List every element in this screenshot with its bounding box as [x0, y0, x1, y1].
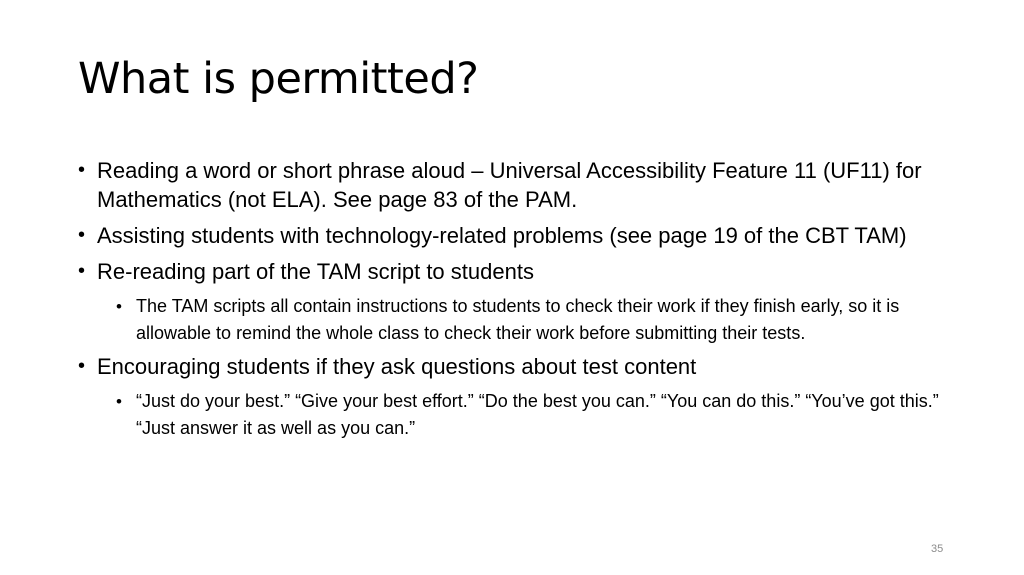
- bullet-text: Assisting students with technology-related problems (see page 19 of the CBT TAM): [97, 223, 907, 248]
- sub-bullet-item: [116, 388, 958, 442]
- bullet-item: [78, 221, 958, 250]
- sub-bullet-text: The TAM scripts all contain instructions to students to check their work if they finish early, so it is allowable to remind the whole class to check their work before submitting their tests.: [136, 296, 900, 343]
- bullet-dot-icon: •: [78, 260, 86, 282]
- bullet-text: Encouraging students if they ask questions about test content: [97, 354, 697, 379]
- bullet-item: [78, 156, 958, 214]
- bullet-dot-icon: •: [78, 224, 86, 246]
- bullet-item: [78, 257, 958, 286]
- bullet-dot-icon: •: [78, 355, 86, 377]
- bullet-item: [78, 352, 958, 381]
- bullet-dot-icon: •: [116, 392, 122, 411]
- page-number: 35: [931, 543, 944, 555]
- bullet-list: [78, 156, 958, 447]
- sub-bullet-item: [116, 293, 958, 347]
- sub-bullet-text: “Just do your best.” “Give your best effort.” “Do the best you can.” “You can do this.” “You’ve got this.” “Just answer it as well as you can.”: [136, 391, 939, 438]
- bullet-text: Reading a word or short phrase aloud – Universal Accessibility Feature 11 (UF11) for Mathematics (not ELA). See page 83 of the PAM.: [97, 158, 922, 212]
- bullet-dot-icon: •: [78, 159, 86, 181]
- bullet-text: Re-reading part of the TAM script to students: [97, 259, 534, 284]
- slide-title: What is permitted?: [78, 54, 479, 104]
- bullet-dot-icon: •: [116, 297, 122, 316]
